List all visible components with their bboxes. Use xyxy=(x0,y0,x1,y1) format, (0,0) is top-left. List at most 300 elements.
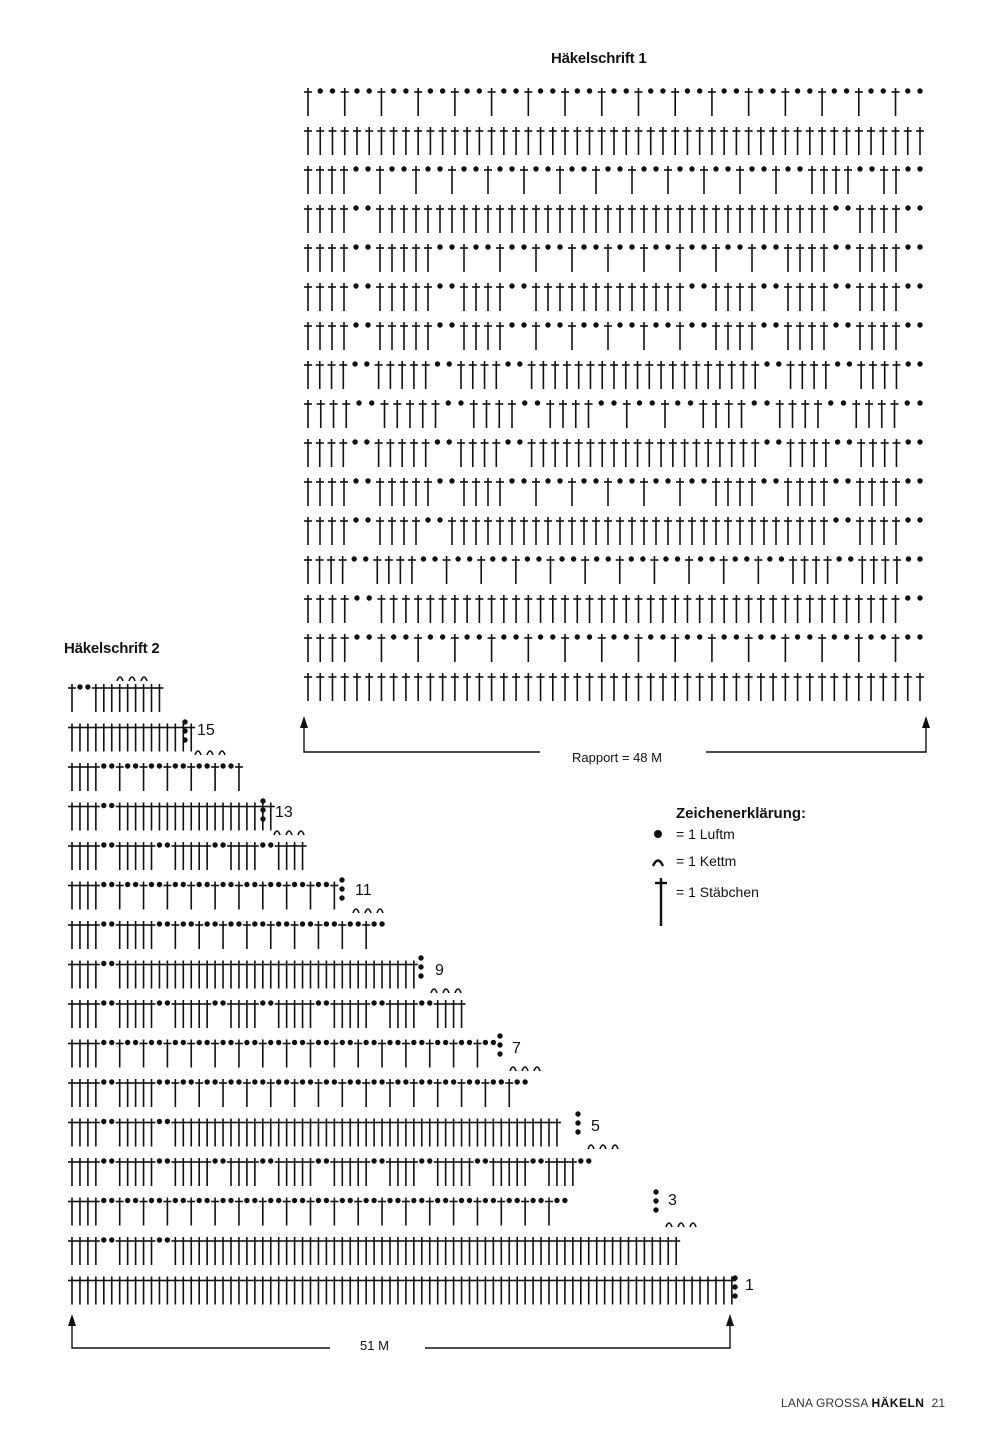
slip-stitch xyxy=(678,1223,684,1227)
chain-stitch xyxy=(689,166,694,171)
chain-stitch xyxy=(685,88,690,93)
chain-stitch xyxy=(594,556,599,561)
chain-stitch xyxy=(467,1198,472,1203)
chain-stitch xyxy=(605,166,610,171)
chain-stitch xyxy=(149,882,154,887)
chain-stitch xyxy=(732,1293,737,1298)
chain-stitch xyxy=(228,763,233,768)
chain-stitch xyxy=(513,88,518,93)
chain-stitch xyxy=(485,244,490,249)
chain-stitch xyxy=(721,88,726,93)
chain-stitch xyxy=(367,595,372,600)
chain-stitch xyxy=(419,1198,424,1203)
chain-stitch xyxy=(836,556,841,561)
chain-stitch xyxy=(562,1198,567,1203)
chain-stitch xyxy=(268,842,273,847)
chain-stitch xyxy=(324,1198,329,1203)
chain-stitch xyxy=(109,921,114,926)
chain-stitch xyxy=(832,88,837,93)
chain-stitch xyxy=(403,634,408,639)
chain-stitch xyxy=(844,88,849,93)
chain-stitch xyxy=(530,1158,535,1163)
chain-stitch xyxy=(316,1158,321,1163)
chain-stitch xyxy=(365,322,370,327)
stitch-count-label: 51 M xyxy=(360,1338,389,1353)
chain-stitch xyxy=(917,556,922,561)
chain-stitch xyxy=(832,634,837,639)
chain-stitch xyxy=(300,1198,305,1203)
row-number: 3 xyxy=(668,1192,677,1209)
chain-stitch xyxy=(521,478,526,483)
chain-stitch xyxy=(425,166,430,171)
chain-stitch xyxy=(189,921,194,926)
chain-stitch xyxy=(351,556,356,561)
repeat-label: Rapport = 48 M xyxy=(572,750,662,765)
chain-stitch xyxy=(536,556,541,561)
chain-stitch xyxy=(641,166,646,171)
chain-stitch xyxy=(353,283,358,288)
chain-stitch xyxy=(316,1000,321,1005)
slip-stitch xyxy=(298,831,304,835)
chain-stitch xyxy=(905,205,910,210)
chain-stitch xyxy=(165,1237,170,1242)
chain-stitch xyxy=(776,361,781,366)
chain-stitch xyxy=(629,556,634,561)
chain-stitch xyxy=(847,439,852,444)
chain-stitch xyxy=(624,634,629,639)
chain-stitch xyxy=(833,322,838,327)
chain-stitch xyxy=(204,882,209,887)
chain-stitch xyxy=(550,88,555,93)
chain-stitch xyxy=(260,1079,265,1084)
chain-stitch xyxy=(617,322,622,327)
chain-stitch xyxy=(575,634,580,639)
chain-stitch xyxy=(228,921,233,926)
chain-stitch xyxy=(204,921,209,926)
chain-stitch xyxy=(157,1079,162,1084)
row-number: 13 xyxy=(275,804,293,821)
chain-stitch xyxy=(443,1040,448,1045)
chain-stitch xyxy=(330,88,335,93)
chain-stitch xyxy=(497,166,502,171)
chain-stitch xyxy=(109,842,114,847)
chain-stitch xyxy=(339,886,344,891)
chain-stitch xyxy=(475,1079,480,1084)
chain-stitch xyxy=(437,244,442,249)
chain-stitch xyxy=(363,556,368,561)
chain-stitch xyxy=(365,283,370,288)
chain-stitch xyxy=(316,1040,321,1045)
chain-stitch xyxy=(483,1198,488,1203)
chain-stitch xyxy=(517,361,522,366)
chain-stitch xyxy=(173,763,178,768)
chain-stitch xyxy=(419,1079,424,1084)
chain-stitch xyxy=(869,166,874,171)
chain-stitch xyxy=(905,283,910,288)
chain-stitch xyxy=(611,634,616,639)
chain-stitch xyxy=(797,166,802,171)
chain-stitch xyxy=(845,517,850,522)
chain-stitch xyxy=(490,556,495,561)
chain-stitch xyxy=(437,283,442,288)
chain-stitch xyxy=(689,322,694,327)
slip-stitch xyxy=(666,1223,672,1227)
chain-stitch xyxy=(220,1000,225,1005)
repeat-start-arrow xyxy=(300,716,308,728)
chain-stitch xyxy=(770,634,775,639)
chain-stitch xyxy=(356,1079,361,1084)
chain-stitch xyxy=(737,244,742,249)
chain-stitch xyxy=(776,439,781,444)
repeat-bracket xyxy=(706,722,926,752)
chain-stitch xyxy=(157,921,162,926)
chain-stitch xyxy=(212,921,217,926)
chain-stitch xyxy=(845,322,850,327)
chain-stitch xyxy=(165,921,170,926)
chain-stitch xyxy=(109,1079,114,1084)
chain-stitch xyxy=(905,478,910,483)
chain-stitch xyxy=(181,1198,186,1203)
chain-stitch xyxy=(629,478,634,483)
chain-stitch xyxy=(473,244,478,249)
chain-stitch xyxy=(109,1198,114,1203)
chain-stitch xyxy=(268,1040,273,1045)
chain-stitch xyxy=(773,478,778,483)
chain-stitch xyxy=(917,322,922,327)
chain-stitch xyxy=(379,921,384,926)
chain-stitch xyxy=(507,1198,512,1203)
chain-stitch xyxy=(538,88,543,93)
chain-stitch xyxy=(497,1042,502,1047)
chain-stitch xyxy=(109,1000,114,1005)
chain-stitch xyxy=(109,961,114,966)
chain-stitch xyxy=(833,517,838,522)
chain-stitch xyxy=(917,517,922,522)
row-number: 11 xyxy=(355,882,372,899)
chain-stitch xyxy=(276,1198,281,1203)
chain-stitch xyxy=(758,634,763,639)
row-number: 15 xyxy=(197,722,215,739)
chain-stitch xyxy=(593,478,598,483)
chain-stitch xyxy=(149,763,154,768)
slip-stitch xyxy=(431,989,437,993)
chain-stitch xyxy=(365,478,370,483)
chain-stitch xyxy=(165,1079,170,1084)
chain-stitch xyxy=(425,517,430,522)
chain-stitch xyxy=(101,1198,106,1203)
chain-stitch xyxy=(847,361,852,366)
chain-stitch xyxy=(752,400,757,405)
chain-stitch xyxy=(713,166,718,171)
chain-stitch xyxy=(260,816,265,821)
chain-stitch xyxy=(455,556,460,561)
chain-stitch xyxy=(109,1040,114,1045)
chain-stitch xyxy=(228,882,233,887)
chain-stitch xyxy=(428,634,433,639)
slip-stitch-arc-icon xyxy=(650,855,670,869)
chain-stitch xyxy=(367,88,372,93)
chain-stitch xyxy=(697,634,702,639)
chain-stitch xyxy=(648,634,653,639)
chain-stitch xyxy=(795,88,800,93)
chain-stitch xyxy=(101,961,106,966)
chain-stitch xyxy=(689,244,694,249)
chain-stitch xyxy=(276,882,281,887)
chain-stitch xyxy=(458,400,463,405)
chain-stitch xyxy=(509,478,514,483)
chain-stitch xyxy=(318,88,323,93)
chain-stitch xyxy=(109,763,114,768)
chain-stitch xyxy=(530,1198,535,1203)
chain-stitch xyxy=(340,1040,345,1045)
chain-stitch xyxy=(688,400,693,405)
chain-stitch xyxy=(435,361,440,366)
chain-stitch xyxy=(509,322,514,327)
chain-stitch xyxy=(785,166,790,171)
chain-stitch xyxy=(502,556,507,561)
chain-stitch xyxy=(77,684,82,689)
chain-stitch xyxy=(905,595,910,600)
chain-stitch xyxy=(545,244,550,249)
chain-stitch xyxy=(101,842,106,847)
chain-stitch xyxy=(559,556,564,561)
chain-stitch xyxy=(761,244,766,249)
chain-stitch xyxy=(181,921,186,926)
chain-stitch xyxy=(260,921,265,926)
width-end-arrow xyxy=(726,1314,734,1326)
chain-stitch xyxy=(101,1119,106,1124)
chain-stitch xyxy=(157,1040,162,1045)
chain-stitch xyxy=(379,1000,384,1005)
chain-stitch xyxy=(587,88,592,93)
chain-stitch xyxy=(515,1198,520,1203)
chain-stitch xyxy=(917,634,922,639)
chain-stitch xyxy=(764,400,769,405)
chain-stitch xyxy=(660,634,665,639)
chain-stitch xyxy=(701,478,706,483)
chain-stitch xyxy=(491,1040,496,1045)
chain-stitch xyxy=(773,283,778,288)
chain-stitch xyxy=(868,634,873,639)
chain-stitch xyxy=(197,763,202,768)
chain-stitch xyxy=(340,1198,345,1203)
chain-stitch xyxy=(157,1000,162,1005)
chain-stitch xyxy=(697,88,702,93)
chain-stitch xyxy=(228,1040,233,1045)
chain-stitch xyxy=(617,478,622,483)
chain-stitch xyxy=(353,244,358,249)
chain-stitch xyxy=(653,166,658,171)
chain-stitch xyxy=(133,882,138,887)
chain-stitch xyxy=(464,634,469,639)
chain-stitch xyxy=(761,283,766,288)
chain-stitch xyxy=(348,1198,353,1203)
width-bracket xyxy=(72,1320,330,1348)
chain-stitch xyxy=(371,1079,376,1084)
chain-stitch xyxy=(795,634,800,639)
slip-stitch xyxy=(690,1223,696,1227)
chain-stitch xyxy=(212,1079,217,1084)
chain-stitch xyxy=(467,1079,472,1084)
chain-stitch xyxy=(189,1079,194,1084)
chain-stitch xyxy=(917,400,922,405)
chain-stitch xyxy=(611,88,616,93)
chain-stitch xyxy=(575,1111,580,1116)
chain-stitch xyxy=(905,517,910,522)
chain-stitch xyxy=(587,634,592,639)
chain-stitch xyxy=(437,322,442,327)
chain-stitch xyxy=(650,400,655,405)
chain-stitch xyxy=(581,166,586,171)
chain-stitch xyxy=(653,1189,658,1194)
chain-stitch xyxy=(509,244,514,249)
chain-stitch xyxy=(379,1079,384,1084)
chain-stitch xyxy=(365,166,370,171)
chain-stitch xyxy=(538,1198,543,1203)
chain-stitch xyxy=(497,1033,502,1038)
chain-stitch xyxy=(917,205,922,210)
chain-stitch xyxy=(513,634,518,639)
chain-stitch xyxy=(446,400,451,405)
width-bracket xyxy=(425,1320,730,1348)
chain-stitch xyxy=(419,1040,424,1045)
chain-stitch xyxy=(437,478,442,483)
chain-stitch xyxy=(807,634,812,639)
slip-stitch xyxy=(510,1067,516,1071)
chain-stitch xyxy=(499,1079,504,1084)
chain-stitch xyxy=(324,1040,329,1045)
chain-stitch xyxy=(845,205,850,210)
chain-stitch xyxy=(475,1158,480,1163)
chain-stitch xyxy=(268,1000,273,1005)
chain-stitch xyxy=(324,1000,329,1005)
chain-stitch xyxy=(101,763,106,768)
chain-stitch xyxy=(648,88,653,93)
chain-stitch xyxy=(917,244,922,249)
chain-stitch xyxy=(308,921,313,926)
slip-stitch xyxy=(353,909,359,913)
chain-stitch xyxy=(165,1158,170,1163)
chain-stitch xyxy=(403,1079,408,1084)
chain-stitch xyxy=(617,244,622,249)
slip-stitch xyxy=(365,909,371,913)
chain-stitch xyxy=(721,634,726,639)
chain-stitch xyxy=(260,1158,265,1163)
chain-stitch xyxy=(835,439,840,444)
footer-brand: LANA GROSSA xyxy=(781,1396,868,1410)
chain-stitch xyxy=(435,439,440,444)
chain-stitch xyxy=(509,283,514,288)
chain-stitch xyxy=(387,1198,392,1203)
chain-stitch xyxy=(660,88,665,93)
chain-stitch xyxy=(449,283,454,288)
chain-stitch xyxy=(917,283,922,288)
chain-stitch xyxy=(653,1198,658,1203)
slip-stitch xyxy=(286,831,292,835)
chain-stitch xyxy=(212,1158,217,1163)
chain-stitch xyxy=(905,88,910,93)
chain-stitch xyxy=(505,361,510,366)
slip-stitch xyxy=(195,751,201,755)
chain-stitch xyxy=(845,244,850,249)
chain-stitch xyxy=(363,1198,368,1203)
chain-stitch xyxy=(828,400,833,405)
chain-stitch xyxy=(428,88,433,93)
chain-stitch xyxy=(85,684,90,689)
chain-stitch xyxy=(545,322,550,327)
chain-stitch xyxy=(419,1158,424,1163)
slip-stitch xyxy=(377,909,383,913)
chain-stitch xyxy=(581,244,586,249)
chain-stitch xyxy=(182,728,187,733)
chain-stitch xyxy=(665,322,670,327)
chain-stitch xyxy=(252,1079,257,1084)
chain-stitch xyxy=(260,1000,265,1005)
chain-stitch xyxy=(443,1079,448,1084)
chain-stitch xyxy=(569,166,574,171)
chain-stitch xyxy=(906,361,911,366)
chain-stitch xyxy=(677,166,682,171)
chain-stitch xyxy=(575,1120,580,1125)
chain-stitch xyxy=(449,478,454,483)
chain-stitch xyxy=(835,361,840,366)
chain-stitch xyxy=(418,955,423,960)
chain-stitch xyxy=(689,283,694,288)
chain-stitch xyxy=(125,1198,130,1203)
chain-stitch xyxy=(324,1158,329,1163)
chain-stitch xyxy=(204,1079,209,1084)
chain-dot-icon xyxy=(650,827,670,841)
chain-stitch xyxy=(440,634,445,639)
chain-stitch xyxy=(165,1000,170,1005)
chain-stitch xyxy=(365,517,370,522)
chain-stitch xyxy=(545,478,550,483)
chain-stitch xyxy=(732,1275,737,1280)
chain-stitch xyxy=(260,798,265,803)
chain-stitch xyxy=(917,439,922,444)
chain-stitch xyxy=(833,478,838,483)
chain-stitch xyxy=(220,1198,225,1203)
chain-stitch xyxy=(220,1158,225,1163)
chain-stitch xyxy=(157,763,162,768)
chain-stitch xyxy=(637,400,642,405)
chain-stitch xyxy=(581,478,586,483)
chain-stitch xyxy=(517,439,522,444)
chain-stitch xyxy=(477,88,482,93)
repeat-bracket xyxy=(304,722,540,752)
chain-stitch xyxy=(182,737,187,742)
chain-stitch xyxy=(761,478,766,483)
chain-stitch xyxy=(395,1198,400,1203)
slip-stitch xyxy=(522,1067,528,1071)
slip-stitch xyxy=(219,751,225,755)
chain-stitch xyxy=(733,556,738,561)
chain-stitch xyxy=(501,634,506,639)
chain-stitch xyxy=(182,719,187,724)
chain-stitch xyxy=(533,166,538,171)
chain-stitch xyxy=(845,478,850,483)
chain-stitch xyxy=(725,166,730,171)
chain-stitch xyxy=(467,1040,472,1045)
chain-stitch xyxy=(332,921,337,926)
slip-stitch xyxy=(588,1145,594,1149)
chain-stitch xyxy=(917,361,922,366)
chain-stitch xyxy=(204,763,209,768)
chain-stitch xyxy=(435,1040,440,1045)
chain-stitch xyxy=(773,322,778,327)
chain-stitch xyxy=(354,634,359,639)
chain-stitch xyxy=(260,842,265,847)
